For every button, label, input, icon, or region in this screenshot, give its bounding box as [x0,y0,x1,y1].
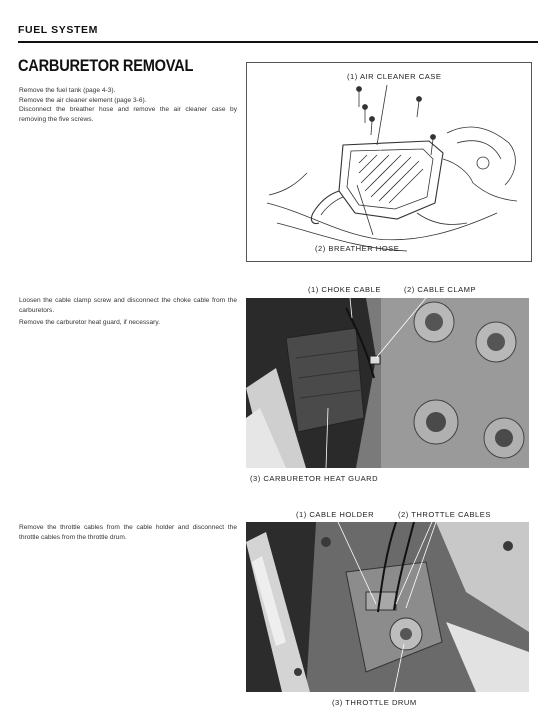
instruction-line: Remove the fuel tank (page 4-3). [19,87,116,94]
figure3-label-cable-holder: (1) CABLE HOLDER [296,510,375,519]
carburetor-photo [246,298,529,468]
figure2-label-choke-cable: (1) CHOKE CABLE [308,285,381,294]
page-header-title: FUEL SYSTEM [18,24,98,36]
instruction-line: Remove the air cleaner element (page 3-6). [19,96,147,104]
figure3-label-throttle-drum: (3) THROTTLE DRUM [332,698,417,707]
header-rule [18,41,538,43]
instruction-line: Disconnect the breather hose and remove the air cleaner case by removing the five screws. [19,106,237,123]
instruction-line: Loosen the cable clamp screw and disconnect the choke cable from the carburetors. [19,297,237,314]
section-title: CARBURETOR REMOVAL [18,56,194,75]
screw-icon [363,105,368,124]
instructions-block-3 [19,523,237,545]
photo-carburetor-area [246,298,529,468]
instructions-block-2 [19,296,237,331]
figure1-label-breather-hose: (2) BREATHER HOSE [315,244,400,253]
figure-air-cleaner-case [246,62,532,262]
figure2-label-heat-guard: (3) CARBURETOR HEAT GUARD [250,474,379,483]
instruction-line: Remove the throttle cables from the cable holder and disconnect the throttle cables from the throttle drum. [19,524,237,541]
figure3-label-throttle-cables: (2) THROTTLE CABLES [398,510,491,519]
instructions-block-1 [19,86,237,124]
screw-icon [417,97,422,118]
screw-icon [357,87,362,108]
photo-throttle-area [246,522,529,692]
figure1-label-air-cleaner-case: (1) AIR CLEANER CASE [347,72,442,81]
throttle-photo [246,522,529,692]
instruction-line: Remove the carburetor heat guard, if necessary. [19,319,160,327]
figure2-label-cable-clamp: (2) CABLE CLAMP [404,285,477,294]
air-cleaner-drawing [247,63,531,261]
screw-icon [370,117,375,136]
